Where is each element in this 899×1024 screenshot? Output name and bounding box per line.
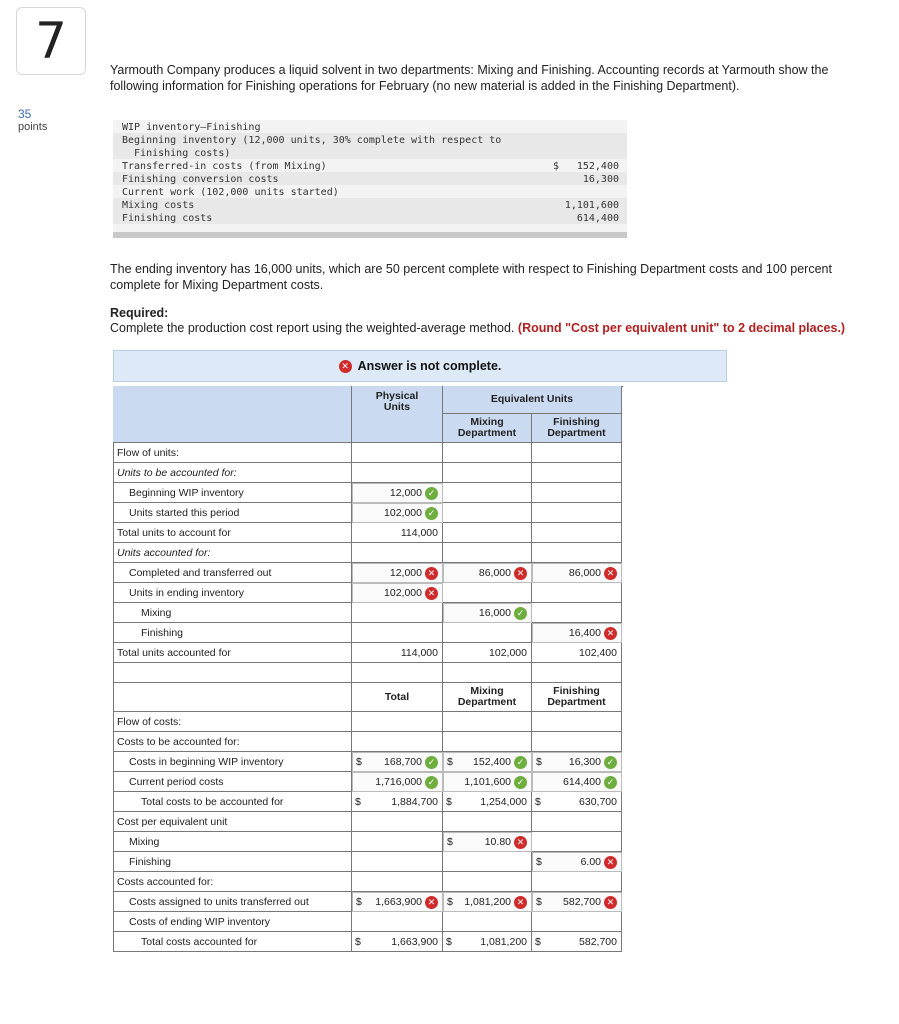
dollar-sign: $ bbox=[446, 795, 452, 808]
cost-per-eu-label-text: Cost per equivalent unit bbox=[117, 815, 228, 828]
cost-per-eu-col1 bbox=[352, 812, 443, 832]
flow-of-units-col2 bbox=[443, 443, 532, 463]
mixing-cost-per-eu-label bbox=[113, 832, 352, 852]
total-units-to-account-label bbox=[113, 523, 352, 543]
total-units-accounted-col3 bbox=[532, 643, 622, 663]
dollar-sign: $ bbox=[536, 856, 542, 868]
flow-of-costs-label bbox=[113, 712, 352, 732]
finishing-cost-per-eu-label-text: Finishing bbox=[129, 855, 172, 868]
current-costs-col3-input[interactable] bbox=[546, 776, 601, 788]
total-units-accounted-col3-input[interactable] bbox=[557, 647, 617, 659]
completed-units-label-text: Completed and transferred out bbox=[129, 566, 272, 579]
costs-accounted-for-label-text: Costs accounted for: bbox=[117, 875, 214, 888]
current-costs-col3 bbox=[532, 772, 622, 792]
units-to-be-accounted-label-text: Units to be accounted for: bbox=[117, 466, 237, 479]
ending-wip-costs-label bbox=[113, 912, 352, 932]
units-started-col3 bbox=[532, 503, 622, 523]
mixing-cost-per-eu-col2 bbox=[443, 832, 532, 852]
completed-units-col1-input[interactable] bbox=[372, 567, 422, 579]
finishing-cost-per-eu-col2 bbox=[443, 852, 532, 872]
finishing-dept-header-text: Finishing Department bbox=[547, 416, 606, 439]
x-circle-icon: ✕ bbox=[604, 627, 617, 640]
answer-status-banner bbox=[113, 350, 727, 382]
x-circle-icon: ✕ bbox=[604, 896, 617, 909]
wip-row-label: Beginning inventory (12,000 units, 30% complete with respect to bbox=[122, 135, 502, 146]
ending-units-col1 bbox=[352, 583, 443, 603]
units-to-be-accounted-col2 bbox=[443, 463, 532, 483]
dollar-sign: $ bbox=[535, 795, 541, 808]
wip-row-amount: 614,400 bbox=[576, 213, 619, 224]
equivalent-units-header-text: Equivalent Units bbox=[490, 393, 574, 405]
wip-data-row bbox=[122, 134, 619, 147]
dollar-sign: $ bbox=[355, 795, 361, 808]
wip-data-row bbox=[122, 199, 619, 212]
finishing-units-label-text: Finishing bbox=[141, 626, 184, 639]
wip-row-label: Finishing costs bbox=[122, 213, 213, 224]
total-costs-accounted-col3 bbox=[532, 932, 622, 952]
units-started-col1-input[interactable] bbox=[372, 507, 422, 519]
completed-units-col3-input[interactable] bbox=[551, 567, 601, 579]
spacer bbox=[532, 663, 622, 683]
x-circle-icon: ✕ bbox=[604, 567, 617, 580]
beg-wip-costs-col2-input[interactable] bbox=[456, 756, 511, 768]
total-units-accounted-label bbox=[113, 643, 352, 663]
flow-of-units-col3 bbox=[532, 443, 622, 463]
mixing-units-col2 bbox=[443, 603, 532, 623]
dollar-sign: $ bbox=[446, 935, 452, 948]
total-costs-accounted-col1 bbox=[352, 932, 443, 952]
flow-of-units-label-text: Flow of units: bbox=[117, 446, 179, 459]
transferred-out-costs-label bbox=[113, 892, 352, 912]
ending-units-col2 bbox=[443, 583, 532, 603]
beg-wip-costs-col1 bbox=[352, 752, 443, 772]
total-costs-to-account-col1-input[interactable] bbox=[378, 796, 438, 808]
check-circle-icon: ✓ bbox=[514, 607, 527, 620]
dollar-sign: $ bbox=[355, 935, 361, 948]
total-costs-accounted-col2 bbox=[443, 932, 532, 952]
beg-wip-costs-label bbox=[113, 752, 352, 772]
ending-units-label bbox=[113, 583, 352, 603]
wip-data-row bbox=[122, 147, 619, 160]
costs-header-blank bbox=[113, 683, 352, 712]
costs-finishing-header-text: Finishing Department bbox=[547, 685, 606, 708]
total-costs-accounted-col1-input[interactable] bbox=[378, 936, 438, 948]
units-started-label bbox=[113, 503, 352, 523]
wip-data-row bbox=[122, 186, 619, 199]
units-to-be-accounted-col1 bbox=[352, 463, 443, 483]
costs-accounted-for-col2 bbox=[443, 872, 532, 892]
wip-row-amount: 1,101,600 bbox=[564, 200, 619, 211]
costs-to-be-accounted-label-text: Costs to be accounted for: bbox=[117, 735, 240, 748]
ending-units-label-text: Units in ending inventory bbox=[129, 586, 244, 599]
ending-units-col1-input[interactable] bbox=[372, 587, 422, 599]
units-accounted-for-col2 bbox=[443, 543, 532, 563]
finishing-units-col3 bbox=[532, 623, 622, 643]
mixing-dept-header-text: Mixing Department bbox=[457, 416, 517, 439]
mixing-units-label-text: Mixing bbox=[141, 606, 172, 619]
dollar-sign: $ bbox=[356, 756, 362, 768]
total-units-accounted-col2-input[interactable] bbox=[467, 647, 527, 659]
costs-mixing-header bbox=[443, 683, 532, 712]
total-units-to-account-col2 bbox=[443, 523, 532, 543]
flow-of-units-col1 bbox=[352, 443, 443, 463]
x-circle-icon: ✕ bbox=[514, 896, 527, 909]
cost-per-eu-col2 bbox=[443, 812, 532, 832]
wip-data-row bbox=[122, 160, 619, 173]
required-block bbox=[110, 306, 890, 336]
current-costs-label bbox=[113, 772, 352, 792]
total-costs-accounted-label-text: Total costs accounted for bbox=[141, 935, 258, 948]
transferred-out-costs-col2 bbox=[443, 892, 532, 912]
dollar-sign: $ bbox=[536, 756, 542, 768]
banner-text: Answer is not complete. bbox=[357, 359, 502, 373]
total-costs-to-account-col1 bbox=[352, 792, 443, 812]
flow-of-units-label bbox=[113, 443, 352, 463]
ending-wip-costs-col3 bbox=[532, 912, 622, 932]
wip-row-label: Finishing conversion costs bbox=[122, 174, 279, 185]
wip-row-dollar: $ bbox=[553, 161, 560, 172]
points-block bbox=[18, 108, 47, 134]
total-units-to-account-col1 bbox=[352, 523, 443, 543]
finishing-cost-per-eu-col1 bbox=[352, 852, 443, 872]
ending-units-col3 bbox=[532, 583, 622, 603]
x-circle-icon: ✕ bbox=[514, 567, 527, 580]
finishing-units-col3-input[interactable] bbox=[551, 627, 601, 639]
transferred-out-costs-col3-input[interactable] bbox=[546, 896, 601, 908]
ending-wip-costs-label-text: Costs of ending WIP inventory bbox=[129, 915, 271, 928]
dollar-sign: $ bbox=[447, 836, 453, 848]
check-circle-icon: ✓ bbox=[514, 756, 527, 769]
beg-wip-units-label bbox=[113, 483, 352, 503]
flow-of-costs-col2 bbox=[443, 712, 532, 732]
beg-wip-units-col3 bbox=[532, 483, 622, 503]
transferred-out-costs-col1-input[interactable] bbox=[367, 896, 422, 908]
units-header-blank bbox=[113, 386, 352, 443]
check-circle-icon: ✓ bbox=[604, 756, 617, 769]
mixing-cost-per-eu-label-text: Mixing bbox=[129, 835, 160, 848]
finishing-units-col2 bbox=[443, 623, 532, 643]
completed-units-col3 bbox=[532, 563, 622, 583]
spacer bbox=[352, 663, 443, 683]
units-started-col2 bbox=[443, 503, 532, 523]
beg-wip-units-label-text: Beginning WIP inventory bbox=[129, 486, 244, 499]
total-costs-accounted-col2-input[interactable] bbox=[467, 936, 527, 948]
current-costs-col2 bbox=[443, 772, 532, 792]
total-units-accounted-col2 bbox=[443, 643, 532, 663]
finishing-cost-per-eu-col3-input[interactable] bbox=[561, 856, 601, 868]
wip-row-label: Finishing costs) bbox=[122, 148, 231, 159]
physical-units-label: Physical Units bbox=[375, 390, 419, 413]
total-units-to-account-col1-input[interactable] bbox=[388, 527, 438, 539]
dollar-sign: $ bbox=[536, 896, 542, 908]
mixing-dept-header bbox=[443, 414, 532, 443]
dollar-sign: $ bbox=[447, 896, 453, 908]
wip-row-label: Current work (102,000 units started) bbox=[122, 187, 339, 198]
check-circle-icon: ✓ bbox=[514, 776, 527, 789]
costs-to-be-accounted-col2 bbox=[443, 732, 532, 752]
mixing-units-col3 bbox=[532, 603, 622, 623]
cost-per-eu-col3 bbox=[532, 812, 622, 832]
rounding-note: (Round "Cost per equivalent unit" to 2 decimal places.) bbox=[517, 321, 846, 335]
x-circle-icon: ✕ bbox=[425, 587, 438, 600]
dollar-sign: $ bbox=[356, 896, 362, 908]
completed-units-col1 bbox=[352, 563, 443, 583]
current-costs-label-text: Current period costs bbox=[129, 775, 224, 788]
mixing-cost-per-eu-col1 bbox=[352, 832, 443, 852]
total-units-to-account-col3 bbox=[532, 523, 622, 543]
costs-to-be-accounted-label bbox=[113, 732, 352, 752]
costs-finishing-header bbox=[532, 683, 622, 712]
finishing-units-col1 bbox=[352, 623, 443, 643]
finishing-cost-per-eu-col3 bbox=[532, 852, 622, 872]
wip-row-amount: 16,300 bbox=[582, 174, 619, 185]
current-costs-col1 bbox=[352, 772, 443, 792]
check-circle-icon: ✓ bbox=[425, 756, 438, 769]
completed-units-col2-input[interactable] bbox=[461, 567, 511, 579]
total-units-accounted-col1-input[interactable] bbox=[378, 647, 438, 659]
units-accounted-for-label-text: Units accounted for: bbox=[117, 546, 211, 559]
total-costs-to-account-col3-input[interactable] bbox=[557, 796, 617, 808]
x-circle-icon: ✕ bbox=[514, 836, 527, 849]
total-costs-accounted-col3-input[interactable] bbox=[557, 936, 617, 948]
units-accounted-for-label bbox=[113, 543, 352, 563]
check-circle-icon: ✓ bbox=[425, 776, 438, 789]
total-costs-to-account-col2-input[interactable] bbox=[467, 796, 527, 808]
total-units-to-account-label-text: Total units to account for bbox=[117, 526, 231, 539]
units-to-be-accounted-label bbox=[113, 463, 352, 483]
ending-inventory-text: The ending inventory has 16,000 units, which are 50 percent complete with respect to Finishing Department costs and 100 percent complete for Mixing Department costs. bbox=[110, 262, 832, 292]
total-costs-to-account-label bbox=[113, 792, 352, 812]
spacer bbox=[443, 663, 532, 683]
costs-mixing-header-text: Mixing Department bbox=[457, 685, 517, 708]
x-circle-icon: ✕ bbox=[425, 567, 438, 580]
wip-data-table bbox=[113, 120, 627, 238]
finishing-units-label bbox=[113, 623, 352, 643]
check-circle-icon: ✓ bbox=[425, 487, 438, 500]
units-started-col1 bbox=[352, 503, 443, 523]
spacer bbox=[113, 663, 352, 683]
costs-to-be-accounted-col3 bbox=[532, 732, 622, 752]
cost-per-eu-label bbox=[113, 812, 352, 832]
current-costs-col1-input[interactable] bbox=[367, 776, 422, 788]
transferred-out-costs-col1 bbox=[352, 892, 443, 912]
mixing-cost-per-eu-col2-input[interactable] bbox=[471, 836, 511, 848]
required-text: Complete the production cost report using the weighted-average method. bbox=[110, 321, 515, 335]
x-circle-icon: ✕ bbox=[339, 360, 352, 373]
check-circle-icon: ✓ bbox=[604, 776, 617, 789]
costs-accounted-for-label bbox=[113, 872, 352, 892]
beg-wip-costs-col3-input[interactable] bbox=[546, 756, 601, 768]
transferred-out-costs-col2-input[interactable] bbox=[456, 896, 511, 908]
mixing-cost-per-eu-col3 bbox=[532, 832, 622, 852]
beg-wip-units-col2 bbox=[443, 483, 532, 503]
beg-wip-costs-col2 bbox=[443, 752, 532, 772]
finishing-dept-header bbox=[532, 414, 622, 443]
transferred-out-costs-col3 bbox=[532, 892, 622, 912]
beg-wip-units-col1 bbox=[352, 483, 443, 503]
points-value: 35 bbox=[18, 107, 32, 121]
required-title: Required: bbox=[110, 306, 169, 320]
costs-to-be-accounted-col1 bbox=[352, 732, 443, 752]
units-to-be-accounted-col3 bbox=[532, 463, 622, 483]
flow-of-costs-label-text: Flow of costs: bbox=[117, 715, 182, 728]
total-header-text: Total bbox=[384, 690, 410, 703]
question-number: 7 bbox=[16, 7, 86, 75]
flow-of-costs-col3 bbox=[532, 712, 622, 732]
wip-row-label: WIP inventory—Finishing bbox=[122, 122, 261, 133]
equivalent-units-header bbox=[443, 386, 622, 414]
beg-wip-costs-col1-input[interactable] bbox=[367, 756, 422, 768]
x-circle-icon: ✕ bbox=[604, 856, 617, 869]
intro-text: Yarmouth Company produces a liquid solvent in two departments: Mixing and Finishing. Accounting records at Yarmouth show the following information for Finishing operations for February (no new material is added in the Finishing Department). bbox=[110, 63, 829, 93]
units-accounted-for-col1 bbox=[352, 543, 443, 563]
beg-wip-units-col1-input[interactable] bbox=[372, 487, 422, 499]
dollar-sign: $ bbox=[535, 935, 541, 948]
x-circle-icon: ✕ bbox=[425, 896, 438, 909]
wip-row-label: Mixing costs bbox=[122, 200, 195, 211]
total-costs-to-account-label-text: Total costs to be accounted for bbox=[141, 795, 284, 808]
total-units-accounted-col1 bbox=[352, 643, 443, 663]
wip-row-label: Transferred-in costs (from Mixing) bbox=[122, 161, 327, 172]
finishing-cost-per-eu-label bbox=[113, 852, 352, 872]
costs-accounted-for-col3 bbox=[532, 872, 622, 892]
total-costs-accounted-label bbox=[113, 932, 352, 952]
points-label: points bbox=[18, 121, 48, 133]
beg-wip-costs-label-text: Costs in beginning WIP inventory bbox=[129, 755, 284, 768]
flow-of-costs-col1 bbox=[352, 712, 443, 732]
beg-wip-costs-col3 bbox=[532, 752, 622, 772]
completed-units-col2 bbox=[443, 563, 532, 583]
current-costs-col2-input[interactable] bbox=[456, 776, 511, 788]
ending-wip-costs-col2 bbox=[443, 912, 532, 932]
total-header bbox=[352, 683, 443, 712]
costs-accounted-for-col1 bbox=[352, 872, 443, 892]
completed-units-label bbox=[113, 563, 352, 583]
wip-data-row bbox=[122, 173, 619, 186]
total-units-accounted-label-text: Total units accounted for bbox=[117, 646, 231, 659]
units-accounted-for-col3 bbox=[532, 543, 622, 563]
dollar-sign: $ bbox=[447, 756, 453, 768]
total-costs-to-account-col2 bbox=[443, 792, 532, 812]
wip-row-amount: 152,400 bbox=[576, 161, 619, 172]
check-circle-icon: ✓ bbox=[425, 507, 438, 520]
mixing-units-col1 bbox=[352, 603, 443, 623]
wip-data-row bbox=[122, 212, 619, 225]
transferred-out-costs-label-text: Costs assigned to units transferred out bbox=[129, 895, 309, 908]
ending-wip-costs-col1 bbox=[352, 912, 443, 932]
mixing-units-col2-input[interactable] bbox=[461, 607, 511, 619]
units-started-label-text: Units started this period bbox=[129, 506, 240, 519]
mixing-units-label bbox=[113, 603, 352, 623]
total-costs-to-account-col3 bbox=[532, 792, 622, 812]
physical-units-header bbox=[352, 386, 443, 443]
wip-data-row bbox=[122, 121, 619, 134]
